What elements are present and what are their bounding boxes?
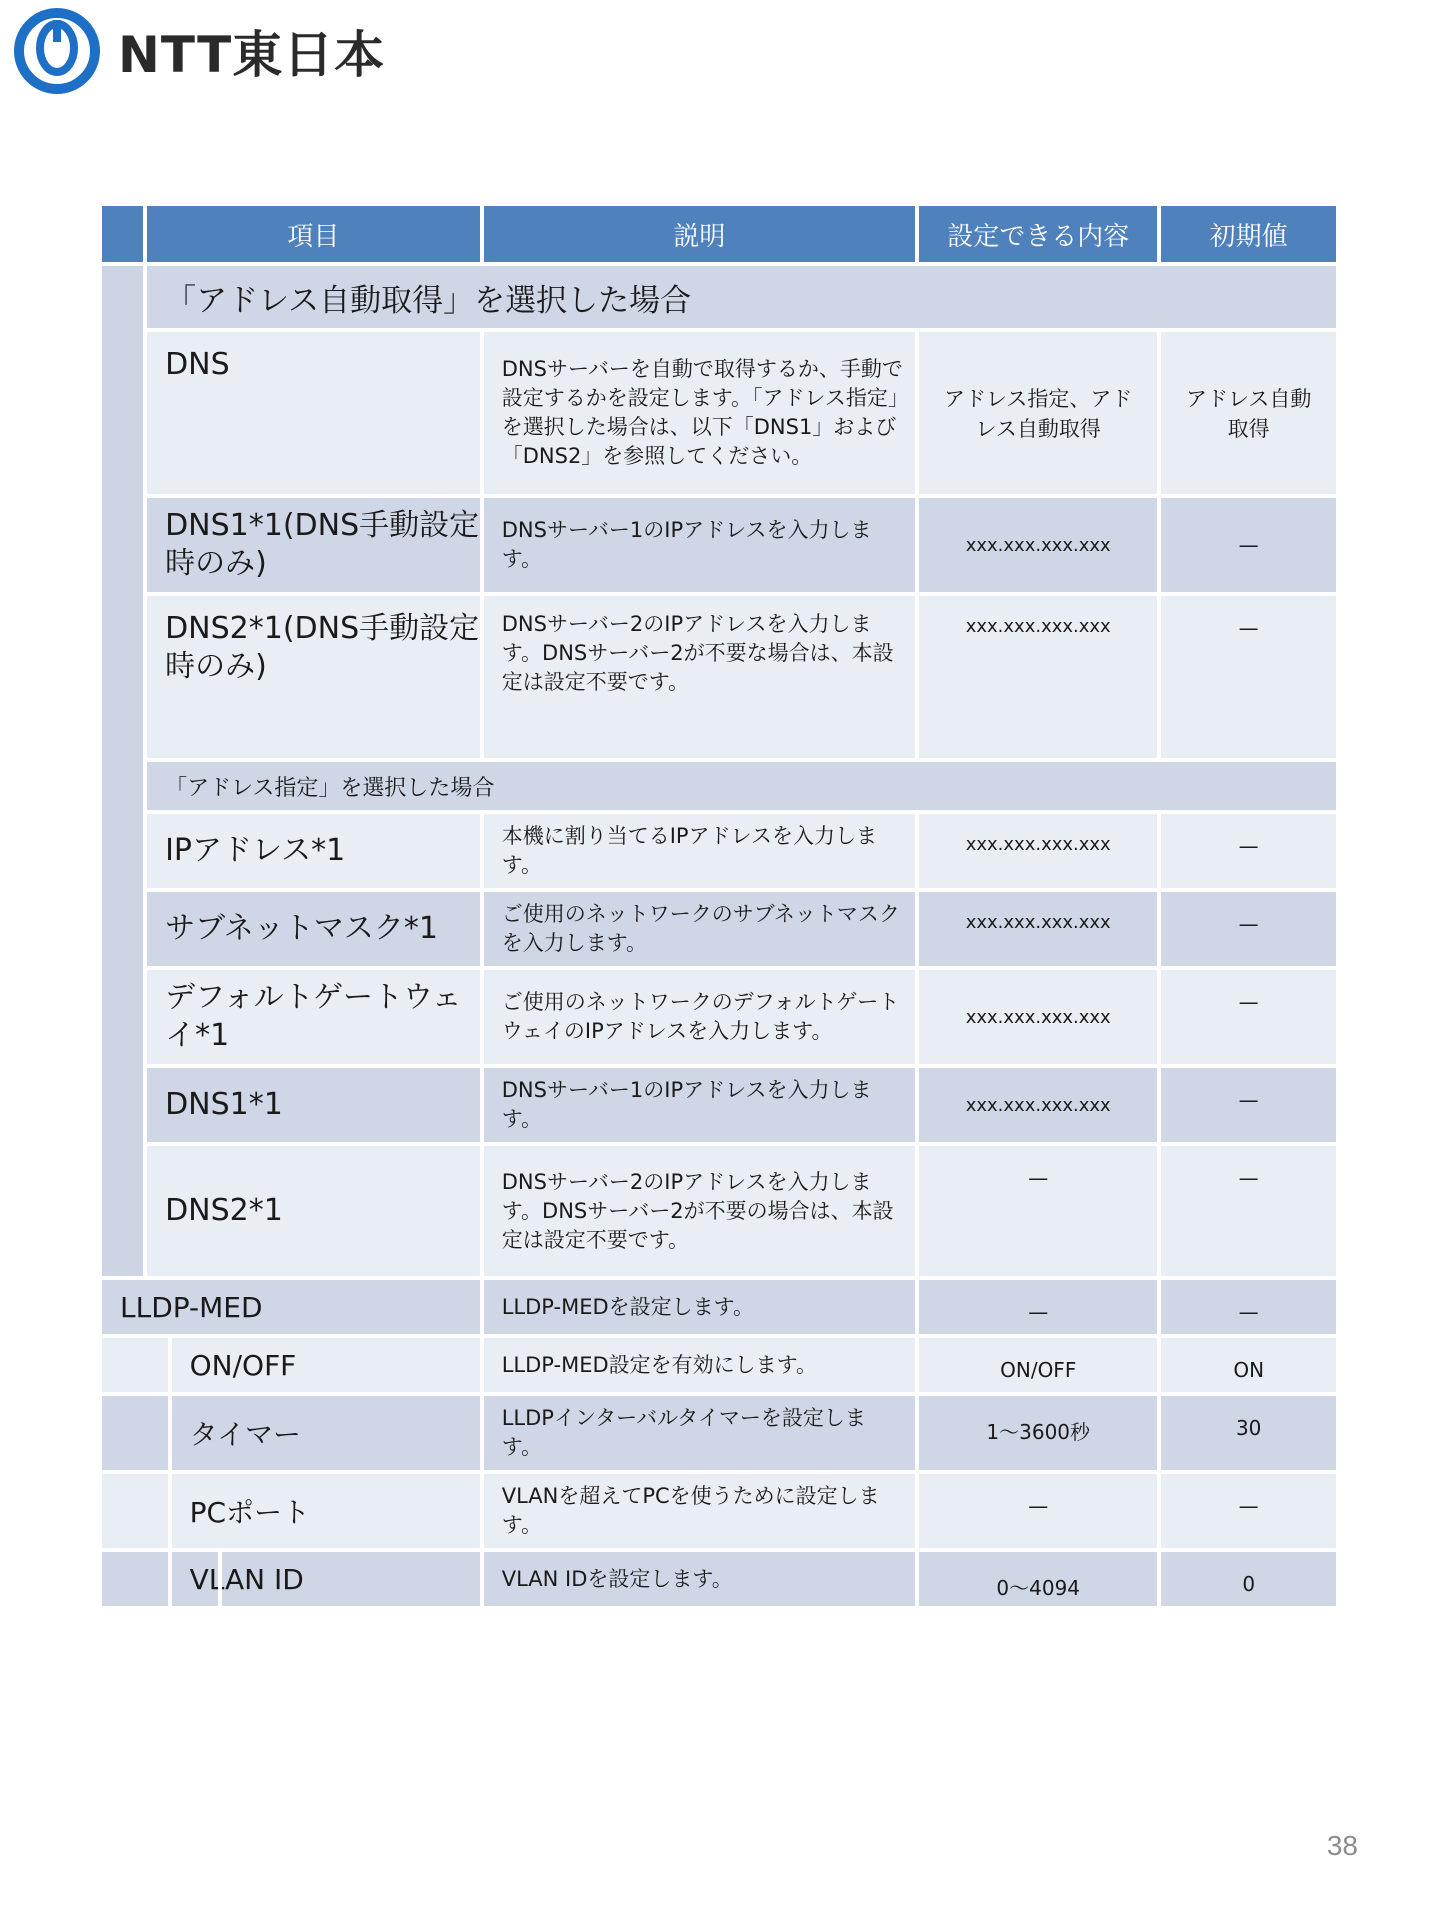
row-default: — xyxy=(1161,498,1336,592)
ntt-logo xyxy=(12,6,385,96)
logo-text: NTT東日本 xyxy=(118,26,386,84)
col-item: 項目 xyxy=(147,206,480,262)
row-desc: DNSサーバー2のIPアドレスを入力します。DNSサーバー2が不要な場合は、本設定は設定不要です。 xyxy=(484,596,915,758)
row-range: — xyxy=(919,1280,1157,1334)
row-desc: 本機に割り当てるIPアドレスを入力します。 xyxy=(484,814,915,888)
row-name: DNS2*1(DNS手動設定時のみ) xyxy=(147,596,480,758)
row-name: DNS2*1 xyxy=(147,1146,480,1276)
col-description: 説明 xyxy=(484,206,915,262)
table-row xyxy=(102,1396,1336,1470)
row-desc: LLDP-MEDを設定します。 xyxy=(484,1280,915,1334)
row-name: DNS1*1 xyxy=(147,1068,480,1142)
row-name: タイマー xyxy=(172,1396,480,1470)
page-number: 38 xyxy=(1326,1830,1358,1861)
row-range: 0〜4094 xyxy=(919,1552,1157,1606)
row-name: デフォルトゲートウェイ*1 xyxy=(147,970,480,1064)
table-row xyxy=(102,332,1336,494)
row-default: — xyxy=(1161,970,1336,1064)
row-range: アドレス指定、アドレス自動取得 xyxy=(919,332,1157,494)
table-row xyxy=(102,814,1336,888)
row-name: PCポート xyxy=(172,1474,480,1548)
row-range: xxx.xxx.xxx.xxx xyxy=(919,970,1157,1064)
row-default: ON xyxy=(1161,1338,1336,1392)
row-range: xxx.xxx.xxx.xxx xyxy=(919,1068,1157,1142)
vlan-name-cell xyxy=(172,1552,480,1606)
row-range: 1〜3600秒 xyxy=(919,1396,1157,1470)
row-default: アドレス自動取得 xyxy=(1161,332,1336,494)
section-auto-row xyxy=(102,266,1336,328)
settings-table xyxy=(98,202,1340,1610)
row-name: IPアドレス*1 xyxy=(147,814,480,888)
ntt-logo-icon xyxy=(12,6,102,96)
table-row xyxy=(102,1474,1336,1548)
row-range: — xyxy=(919,1146,1157,1276)
row-name: DNS xyxy=(147,332,480,494)
row-default: — xyxy=(1161,814,1336,888)
row-desc: VLANを超えてPCを使うために設定します。 xyxy=(484,1474,915,1548)
section-auto-title: 「アドレス自動取得」を選択した場合 xyxy=(147,266,1336,328)
row-desc: VLAN IDを設定します。 xyxy=(484,1552,915,1606)
row-default: — xyxy=(1161,596,1336,758)
row-name: LLDP-MED xyxy=(102,1280,480,1334)
row-range: xxx.xxx.xxx.xxx xyxy=(919,814,1157,888)
col-range: 設定できる内容 xyxy=(919,206,1157,262)
row-desc: LLDPインターバルタイマーを設定します。 xyxy=(484,1396,915,1470)
section-manual-title: 「アドレス指定」を選択した場合 xyxy=(147,762,1336,810)
indent-bar xyxy=(102,266,143,1276)
section-manual-row xyxy=(102,762,1336,810)
vlan-row xyxy=(102,1552,1336,1606)
table-row xyxy=(102,1146,1336,1276)
indent-cell xyxy=(102,1338,168,1392)
row-desc: DNSサーバー2のIPアドレスを入力します。DNSサーバー2が不要の場合は、本設定は設定不要です。 xyxy=(484,1146,915,1276)
row-name: VLAN ID xyxy=(189,1562,304,1596)
table-header xyxy=(102,206,1336,262)
col-default: 初期値 xyxy=(1161,206,1336,262)
row-range: — xyxy=(919,1474,1157,1548)
row-desc: DNSサーバー1のIPアドレスを入力します。 xyxy=(484,498,915,592)
row-range: xxx.xxx.xxx.xxx xyxy=(919,892,1157,966)
row-default: — xyxy=(1161,1146,1336,1276)
row-name: ON/OFF xyxy=(172,1338,480,1392)
table-row xyxy=(102,1068,1336,1142)
row-default: 30 xyxy=(1161,1396,1336,1470)
row-name: サブネットマスク*1 xyxy=(147,892,480,966)
row-range: ON/OFF xyxy=(919,1338,1157,1392)
row-desc: DNSサーバーを自動で取得するか、手動で設定するかを設定します。「アドレス指定」を選択した場合は、以下「DNS1」および「DNS2」を参照してください。 xyxy=(484,332,915,494)
row-desc: LLDP-MED設定を有効にします。 xyxy=(484,1338,915,1392)
indent-cell xyxy=(172,1552,222,1606)
table-row xyxy=(102,970,1336,1064)
row-desc: ご使用のネットワークのサブネットマスクを入力します。 xyxy=(484,892,915,966)
lldp-row xyxy=(102,1280,1336,1334)
indent-cell xyxy=(102,1396,168,1470)
row-default: — xyxy=(1161,1474,1336,1548)
row-range: xxx.xxx.xxx.xxx xyxy=(919,596,1157,758)
indent-cell xyxy=(102,1552,168,1606)
row-desc: DNSサーバー1のIPアドレスを入力します。 xyxy=(484,1068,915,1142)
table-row xyxy=(102,596,1336,758)
row-desc: ご使用のネットワークのデフォルトゲートウェイのIPアドレスを入力します。 xyxy=(484,970,915,1064)
header-blank xyxy=(102,206,143,262)
row-default: — xyxy=(1161,1280,1336,1334)
row-range: xxx.xxx.xxx.xxx xyxy=(919,498,1157,592)
indent-cell xyxy=(102,1474,168,1548)
table-row xyxy=(102,892,1336,966)
table-row xyxy=(102,498,1336,592)
table-row xyxy=(102,1338,1336,1392)
row-name: DNS1*1(DNS手動設定時のみ) xyxy=(147,498,480,592)
row-default: 0 xyxy=(1161,1552,1336,1606)
row-default: — xyxy=(1161,1068,1336,1142)
row-default: — xyxy=(1161,892,1336,966)
